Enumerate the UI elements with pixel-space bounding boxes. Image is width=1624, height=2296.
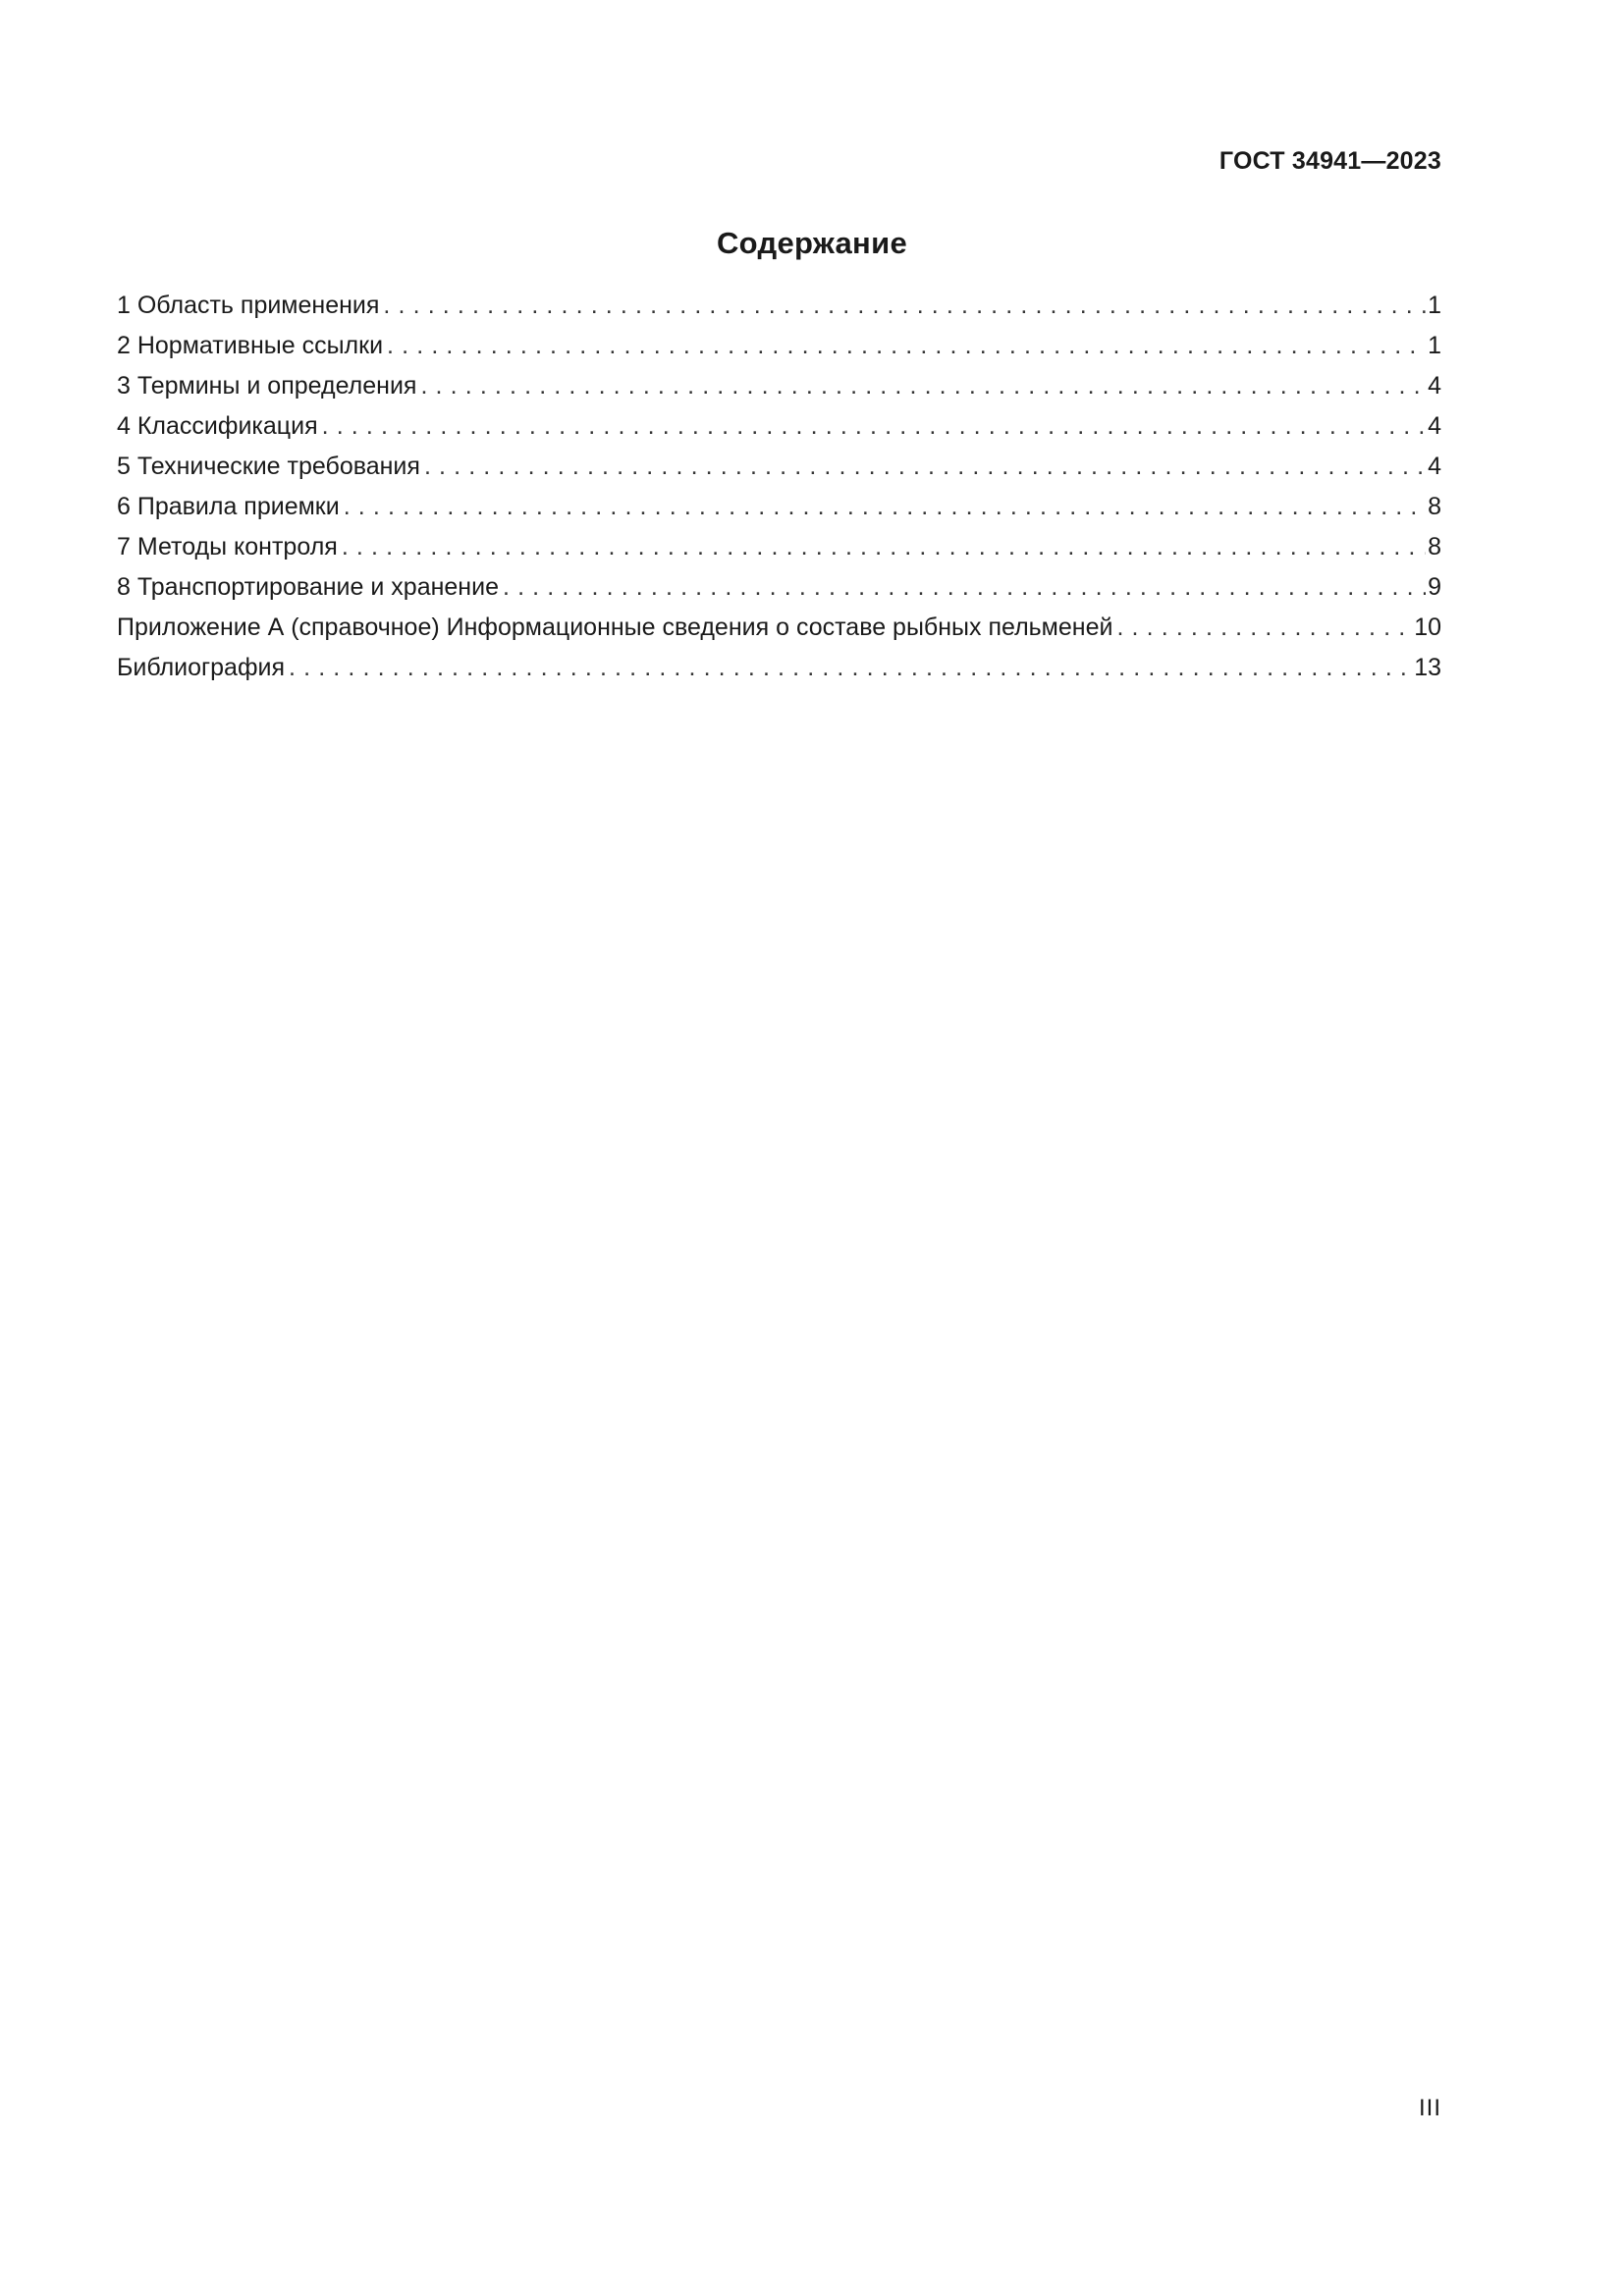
toc-dot-leader xyxy=(342,527,1426,567)
toc-entry-title: 4 Классификация xyxy=(117,412,318,440)
toc-entry-scope[interactable] xyxy=(117,286,1441,326)
toc-entry-acceptance-rules[interactable] xyxy=(117,487,1441,527)
toc-entry-appendix-a[interactable] xyxy=(117,608,1441,648)
toc-entry-page: 8 xyxy=(1428,493,1441,520)
toc-dot-leader xyxy=(383,286,1426,326)
toc-entry-title: 7 Методы контроля xyxy=(117,533,338,561)
toc-heading: Содержание xyxy=(717,226,907,260)
toc-entry-title: Приложение А (справочное) Информационные сведения о составе рыбных пельменей xyxy=(117,614,1113,641)
toc-entry-title: 5 Технические требования xyxy=(117,453,420,480)
toc-entry-terms-definitions[interactable] xyxy=(117,366,1441,406)
toc-entry-control-methods[interactable] xyxy=(117,527,1441,567)
page-number: III xyxy=(1418,2095,1441,2121)
toc-dot-leader xyxy=(420,366,1426,406)
toc-entry-title: 2 Нормативные ссылки xyxy=(117,332,384,359)
toc-entry-title: Библиография xyxy=(117,654,286,681)
toc-dot-leader xyxy=(424,447,1426,487)
toc-entry-bibliography[interactable] xyxy=(117,648,1441,688)
toc-entry-classification[interactable] xyxy=(117,406,1441,447)
toc-entry-page: 10 xyxy=(1414,614,1441,641)
toc-entry-normative-references[interactable] xyxy=(117,326,1441,366)
toc-dot-leader xyxy=(1116,608,1412,648)
toc-dot-leader xyxy=(322,406,1426,447)
toc-entry-title: 8 Транспортирование и хранение xyxy=(117,573,499,601)
toc-entry-page: 4 xyxy=(1428,372,1441,400)
toc-dot-leader xyxy=(289,648,1412,688)
toc-dot-leader xyxy=(503,567,1426,608)
toc-entry-technical-requirements[interactable] xyxy=(117,447,1441,487)
toc-entry-page: 8 xyxy=(1428,533,1441,561)
toc-entry-page: 1 xyxy=(1428,292,1441,319)
toc-entry-page: 4 xyxy=(1428,453,1441,480)
toc-entry-title: 6 Правила приемки xyxy=(117,493,340,520)
toc-entry-title: 1 Область применения xyxy=(117,292,380,319)
table-of-contents xyxy=(117,286,1441,688)
toc-entry-page: 4 xyxy=(1428,412,1441,440)
document-id: ГОСТ 34941—2023 xyxy=(1218,147,1441,175)
toc-dot-leader xyxy=(387,326,1426,366)
toc-entry-page: 9 xyxy=(1428,573,1441,601)
toc-entry-page: 13 xyxy=(1414,654,1441,681)
toc-entry-title: 3 Термины и определения xyxy=(117,372,417,400)
toc-entry-transport-storage[interactable] xyxy=(117,567,1441,608)
toc-dot-leader xyxy=(344,487,1426,527)
toc-entry-page: 1 xyxy=(1428,332,1441,359)
